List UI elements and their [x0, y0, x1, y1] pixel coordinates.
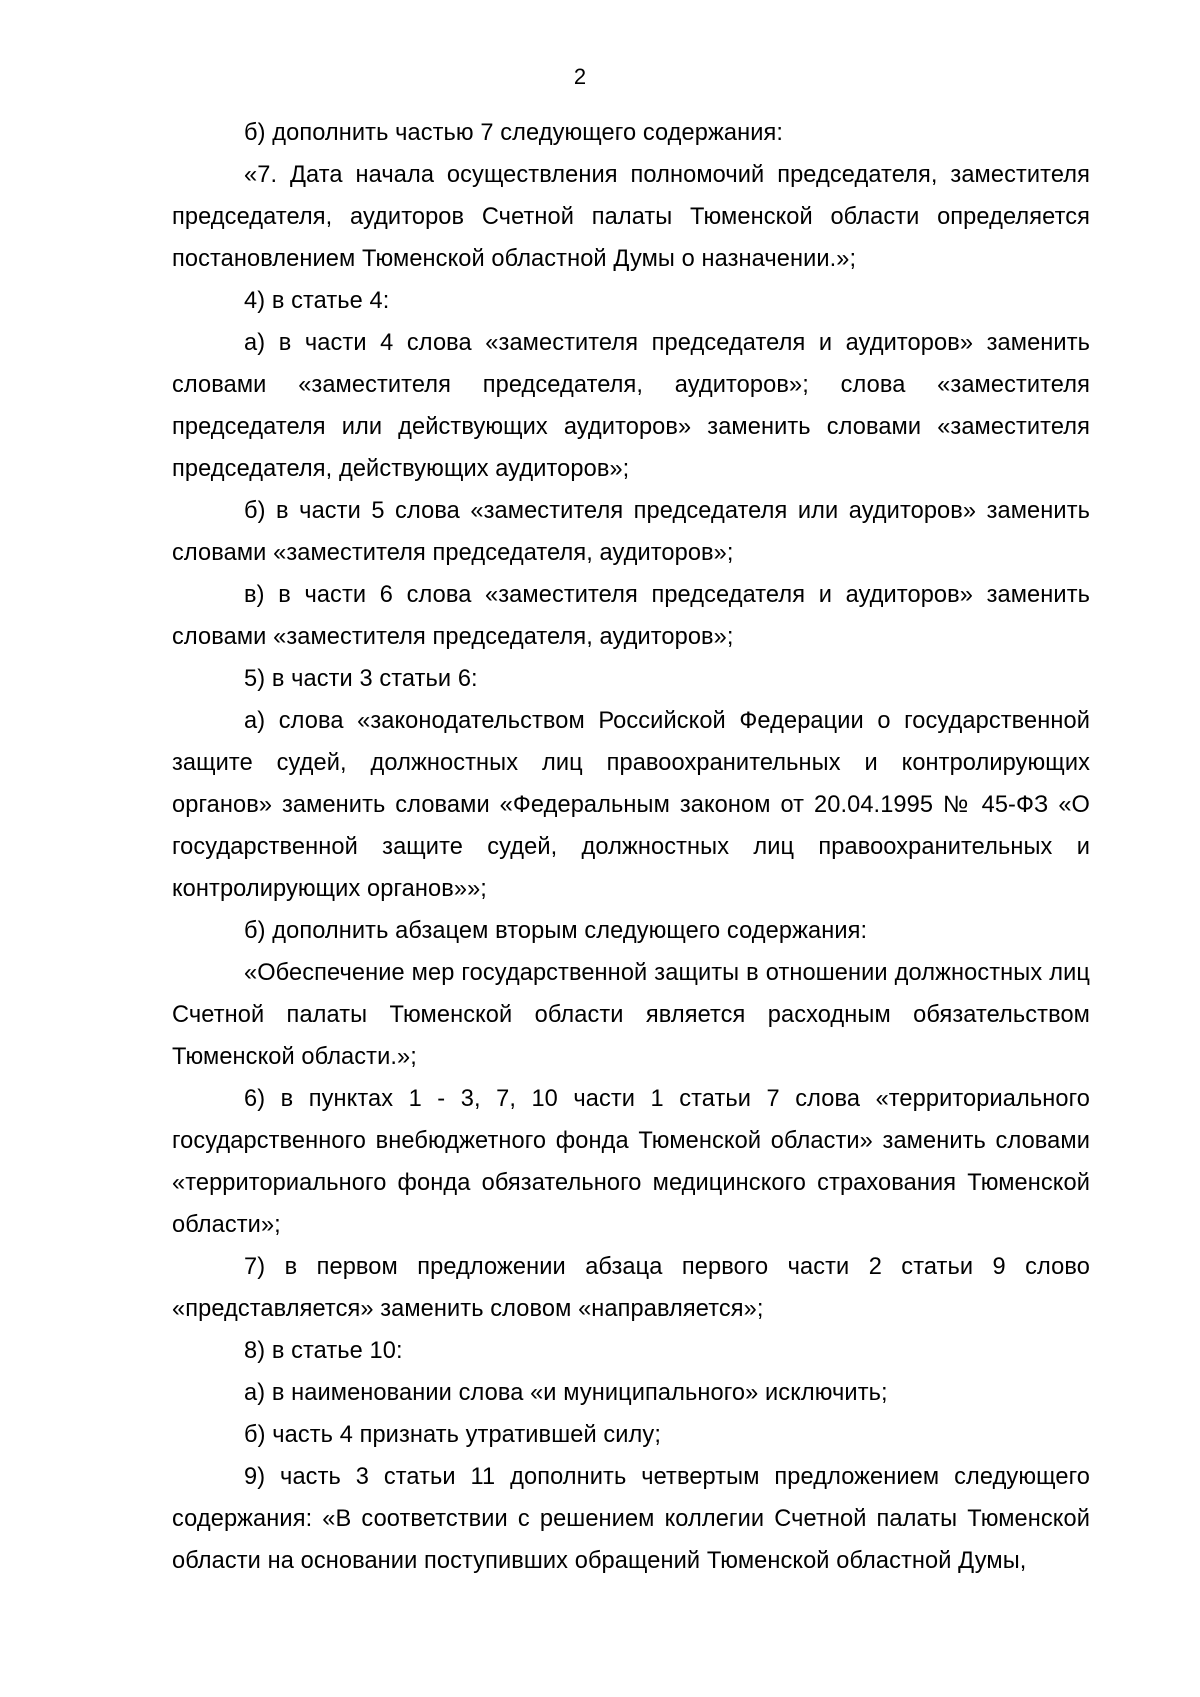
paragraph: 9) часть 3 статьи 11 дополнить четвертым предложением следующего содержания: «В соответствии с решением коллегии Счетной палаты Тюменской области на основании поступивших обращений Тюменской областной Думы,	[172, 1464, 1090, 1574]
paragraph: б) дополнить частью 7 следующего содержания:	[244, 120, 784, 146]
paragraph: б) в части 5 слова «заместителя председателя или аудиторов» заменить словами «заместителя председателя, аудиторов»;	[172, 498, 1090, 566]
paragraph: а) в части 4 слова «заместителя председателя и аудиторов» заменить словами «заместителя председателя, аудиторов»; слова «заместителя председателя или действующих аудиторов» заменить словами «заместителя председателя, действующих аудиторов»;	[172, 330, 1090, 482]
paragraph: а) слова «законодательством Российской Федерации о государственной защите судей, должностных лиц правоохранительных и контролирующих органов» заменить словами «Федеральным законом от 20.04.1995 № 45-ФЗ «О государственной защите судей, должностных лиц правоохранительных и контролирующих органов»»;	[172, 708, 1090, 902]
paragraph: б) часть 4 признать утратившей силу;	[244, 1422, 661, 1448]
paragraph: а) в наименовании слова «и муниципального» исключить;	[244, 1380, 888, 1406]
paragraph: 6) в пунктах 1 - 3, 7, 10 части 1 статьи 7 слова «территориального государственного внебюджетного фонда Тюменской области» заменить словами «территориального фонда обязательного медицинского страхования Тюменской области»;	[172, 1086, 1090, 1238]
paragraph: б) дополнить абзацем вторым следующего содержания:	[244, 918, 868, 944]
paragraph: 7) в первом предложении абзаца первого части 2 статьи 9 слово «представляется» заменить словом «направляется»;	[172, 1254, 1090, 1322]
document-body	[172, 112, 1090, 1582]
paragraph: в) в части 6 слова «заместителя председателя и аудиторов» заменить словами «заместителя председателя, аудиторов»;	[172, 582, 1090, 650]
paragraph: 5) в части 3 статьи 6:	[244, 666, 478, 692]
page-number: 2	[573, 64, 587, 89]
paragraph: «7. Дата начала осуществления полномочий председателя, заместителя председателя, аудиторов Счетной палаты Тюменской области определяется постановлением Тюменской областной Думы о назначении.»;	[172, 162, 1090, 272]
paragraph: «Обеспечение мер государственной защиты в отношении должностных лиц Счетной палаты Тюменской области является расходным обязательством Тюменской области.»;	[172, 960, 1090, 1070]
paragraph: 4) в статье 4:	[244, 288, 390, 314]
paragraph: 8) в статье 10:	[244, 1338, 403, 1364]
